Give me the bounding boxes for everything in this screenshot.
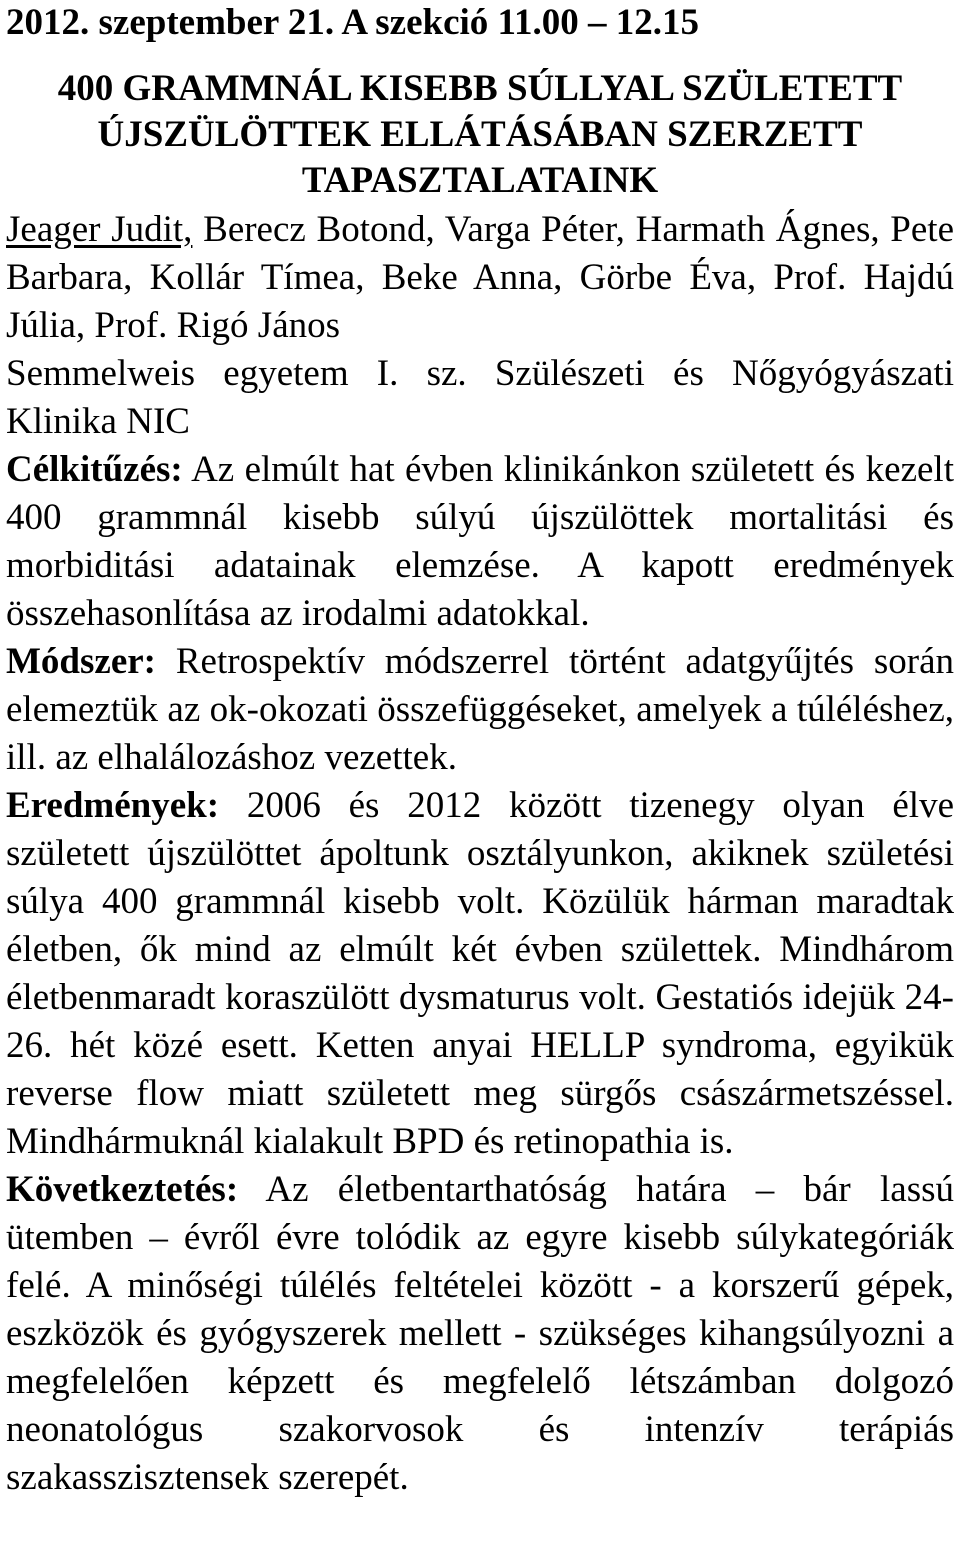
title-line-3: TAPASZTALATAINK <box>301 160 659 201</box>
conclusion-section <box>6 1166 954 1502</box>
results-text: 2006 és 2012 között tizenegy olyan élve született újszülöttet ápoltunk osztályunkon, akiknek születési súlya 400 grammnál kisebb volt. Közülük hárman maradtak életben, ők mind az elmúlt két évben születtek. Mindhárom életbenmaradt koraszülött dysmaturus volt. Gestatiós idejük 24-26. hét közé esett. Ketten anyai HELLP syndroma, egyikük reverse flow miatt született meg sürgős császármetszéssel. Mindhármuknál kialakult BPD és retinopathia is. <box>6 785 954 1162</box>
aim-text: Az elmúlt hat évben klinikánkon született és kezelt 400 grammnál kisebb súlyú újszülöttek mortalitási és morbiditási adatainak elemzése. A kapott eredmények összehasonlítása az irodalmi adatokkal. <box>6 449 954 634</box>
co-authors: Berecz Botond, Varga Péter, Harmath Ágnes, Pete Barbara, Kollár Tímea, Beke Anna, Görbe Éva, Prof. Hajdú Júlia, Prof. Rigó János <box>6 209 955 346</box>
conclusion-text: Az életbentarthatóság határa – bár lassú ütemben – évről évre tolódik az egyre kisebb súlykategóriák felé. A minőségi túlélés feltételei között - a korszerű gépek, eszközök és gyógyszerek mellett - szükséges kihangsúlyozni a megfelelően képzett és megfelelő létszámban dolgozó neonatológus szakorvosok és intenzív terápiás szakasszisztensek szerepét. <box>6 1169 954 1498</box>
method-text: Retrospektív módszerrel történt adatgyűjtés során elemeztük az ok-okozati összefüggéseket, amelyek a túléléshez, ill. az elhalálozáshoz vezettek. <box>6 641 954 778</box>
conclusion-label: Következtetés: <box>6 1169 239 1210</box>
aim-section <box>6 446 954 638</box>
title-line-2: ÚJSZÜLÖTTEK ELLÁTÁSÁBAN SZERZETT <box>97 114 863 155</box>
author-list <box>6 206 954 350</box>
presenting-author: Jeager Judit, <box>6 209 193 250</box>
results-label: Eredmények: <box>6 785 220 826</box>
affiliation: Semmelweis egyetem I. sz. Szülészeti és Nőgyógyászati Klinika NIC <box>6 353 954 442</box>
results-section <box>6 782 954 1166</box>
method-label: Módszer: <box>6 641 156 682</box>
abstract-title <box>6 66 954 204</box>
method-section <box>6 638 954 782</box>
session-date-time: 2012. szeptember 21. A szekció 11.00 – 12.15 <box>6 2 700 43</box>
title-line-1: 400 GRAMMNÁL KISEBB SÚLLYAL SZÜLETETT <box>57 68 903 109</box>
aim-label: Célkitűzés: <box>6 449 183 490</box>
